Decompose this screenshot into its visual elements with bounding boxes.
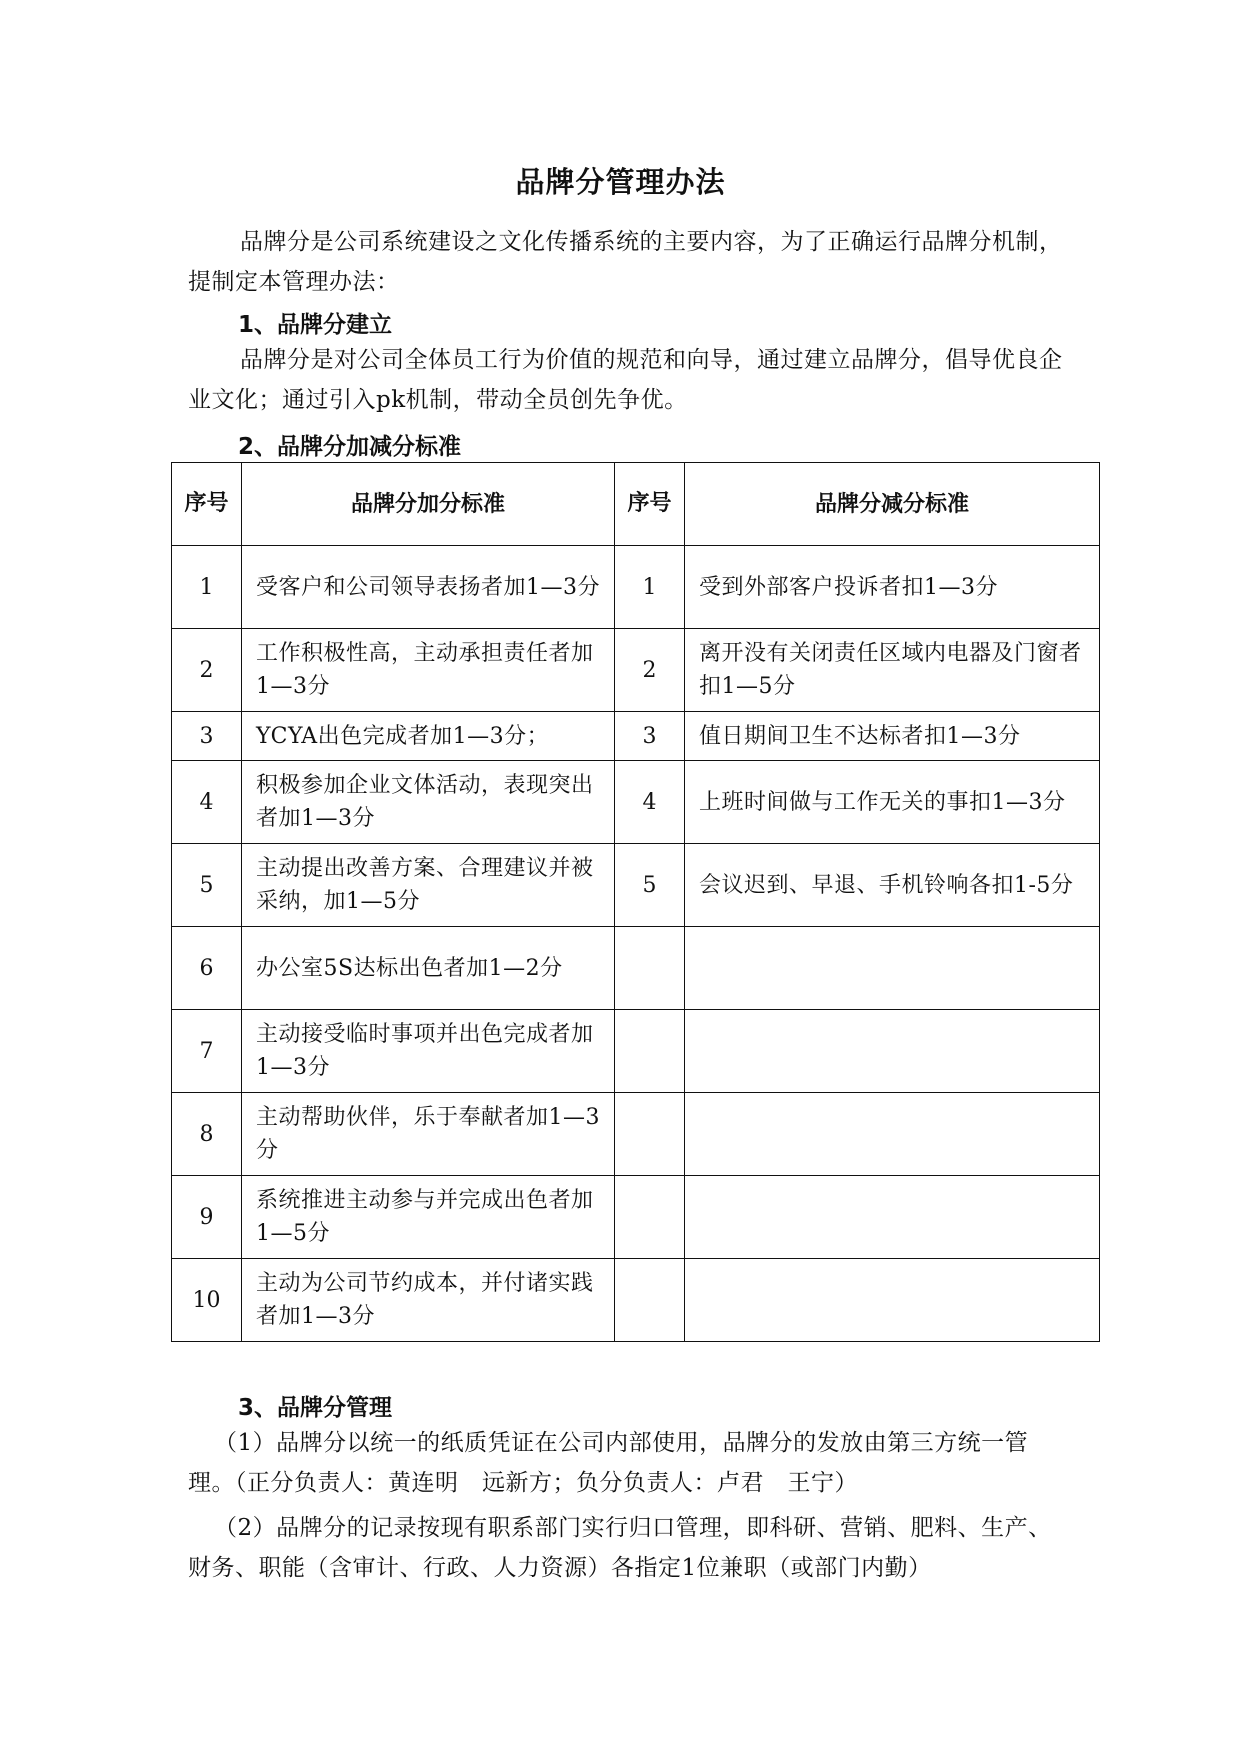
add-seq-cell: 9 — [172, 1176, 242, 1259]
section3-paragraph-2: （2）品牌分的记录按现有职系部门实行归口管理，即科研、营销、肥料、生产、财务、职能（含审计、行政、人力资源）各指定1位兼职（或部门内勤） — [188, 1515, 1052, 1581]
add-seq-cell: 7 — [172, 1010, 242, 1093]
add-seq-cell: 8 — [172, 1093, 242, 1176]
deduct-standard-cell — [685, 1176, 1100, 1259]
add-standard-cell: 工作积极性高，主动承担责任者加1—3分 — [242, 629, 615, 712]
table-row — [172, 1010, 1100, 1093]
add-standard-cell: 主动提出改善方案、合理建议并被采纳，加1—5分 — [242, 844, 615, 927]
deduct-standard-header: 品牌分减分标准 — [685, 463, 1100, 546]
section1-text: 品牌分是对公司全体员工行为价值的规范和向导，通过建立品牌分，倡导优良企业文化；通过引入pk机制，带动全员创先争优。 — [188, 347, 1063, 413]
deduct-seq-cell — [615, 1259, 685, 1342]
add-standard-cell: YCYA出色完成者加1—3分； — [242, 712, 615, 761]
deduct-seq-cell: 2 — [615, 629, 685, 712]
add-seq-cell: 10 — [172, 1259, 242, 1342]
add-standard-header: 品牌分加分标准 — [242, 463, 615, 546]
table-row — [172, 1176, 1100, 1259]
table-row — [172, 1093, 1100, 1176]
add-seq-cell: 5 — [172, 844, 242, 927]
add-seq-cell: 3 — [172, 712, 242, 761]
section3-heading: 3、品牌分管理 — [238, 1395, 393, 1421]
add-seq-cell: 4 — [172, 761, 242, 844]
table-row — [172, 546, 1100, 629]
deduct-standard-cell: 离开没有关闭责任区域内电器及门窗者扣1—5分 — [685, 629, 1100, 712]
deduct-standard-cell: 值日期间卫生不达标者扣1—3分 — [685, 712, 1100, 761]
deduct-seq-cell — [615, 1093, 685, 1176]
standards-table — [171, 462, 1100, 1342]
section3-paragraph-1: （1）品牌分以统一的纸质凭证在公司内部使用，品牌分的发放由第三方统一管理。（正分负责人：黄连明 远新方；负分负责人：卢君 王宁） — [188, 1430, 1029, 1496]
deduct-standard-cell — [685, 1259, 1100, 1342]
deduct-seq-cell: 5 — [615, 844, 685, 927]
add-standard-cell: 主动为公司节约成本，并付诸实践者加1—3分 — [242, 1259, 615, 1342]
add-seq-cell: 2 — [172, 629, 242, 712]
deduct-seq-cell — [615, 1176, 685, 1259]
deduct-standard-cell — [685, 1010, 1100, 1093]
add-standard-cell: 系统推进主动参与并完成出色者加1—5分 — [242, 1176, 615, 1259]
add-seq-cell: 1 — [172, 546, 242, 629]
add-standard-cell: 受客户和公司领导表扬者加1—3分 — [242, 546, 615, 629]
deduct-standard-cell — [685, 1093, 1100, 1176]
document-title: 品牌分管理办法 — [515, 165, 726, 199]
table-row — [172, 761, 1100, 844]
add-standard-cell: 办公室5S达标出色者加1—2分 — [242, 927, 615, 1010]
deduct-seq-cell: 4 — [615, 761, 685, 844]
deduct-seq-cell — [615, 1010, 685, 1093]
section2-heading: 2、品牌分加减分标准 — [238, 434, 462, 460]
add-seq-cell: 6 — [172, 927, 242, 1010]
deduct-seq-cell: 3 — [615, 712, 685, 761]
seq-header-2: 序号 — [615, 463, 685, 546]
deduct-seq-cell — [615, 927, 685, 1010]
seq-header: 序号 — [172, 463, 242, 546]
deduct-standard-cell: 上班时间做与工作无关的事扣1—3分 — [685, 761, 1100, 844]
add-standard-cell: 主动帮助伙伴，乐于奉献者加1—3分 — [242, 1093, 615, 1176]
table-row — [172, 629, 1100, 712]
add-standard-cell: 主动接受临时事项并出色完成者加1—3分 — [242, 1010, 615, 1093]
section1-heading: 1、品牌分建立 — [238, 312, 393, 338]
deduct-standard-cell: 受到外部客户投诉者扣1—3分 — [685, 546, 1100, 629]
table-row — [172, 844, 1100, 927]
deduct-seq-cell: 1 — [615, 546, 685, 629]
table-row — [172, 1259, 1100, 1342]
intro-paragraph: 品牌分是公司系统建设之文化传播系统的主要内容，为了正确运行品牌分机制，提制定本管理办法： — [188, 229, 1063, 295]
table-header-row — [172, 463, 1100, 546]
add-standard-cell: 积极参加企业文体活动，表现突出者加1—3分 — [242, 761, 615, 844]
table-row — [172, 712, 1100, 761]
deduct-standard-cell — [685, 927, 1100, 1010]
deduct-standard-cell: 会议迟到、早退、手机铃响各扣1-5分 — [685, 844, 1100, 927]
table-row — [172, 927, 1100, 1010]
